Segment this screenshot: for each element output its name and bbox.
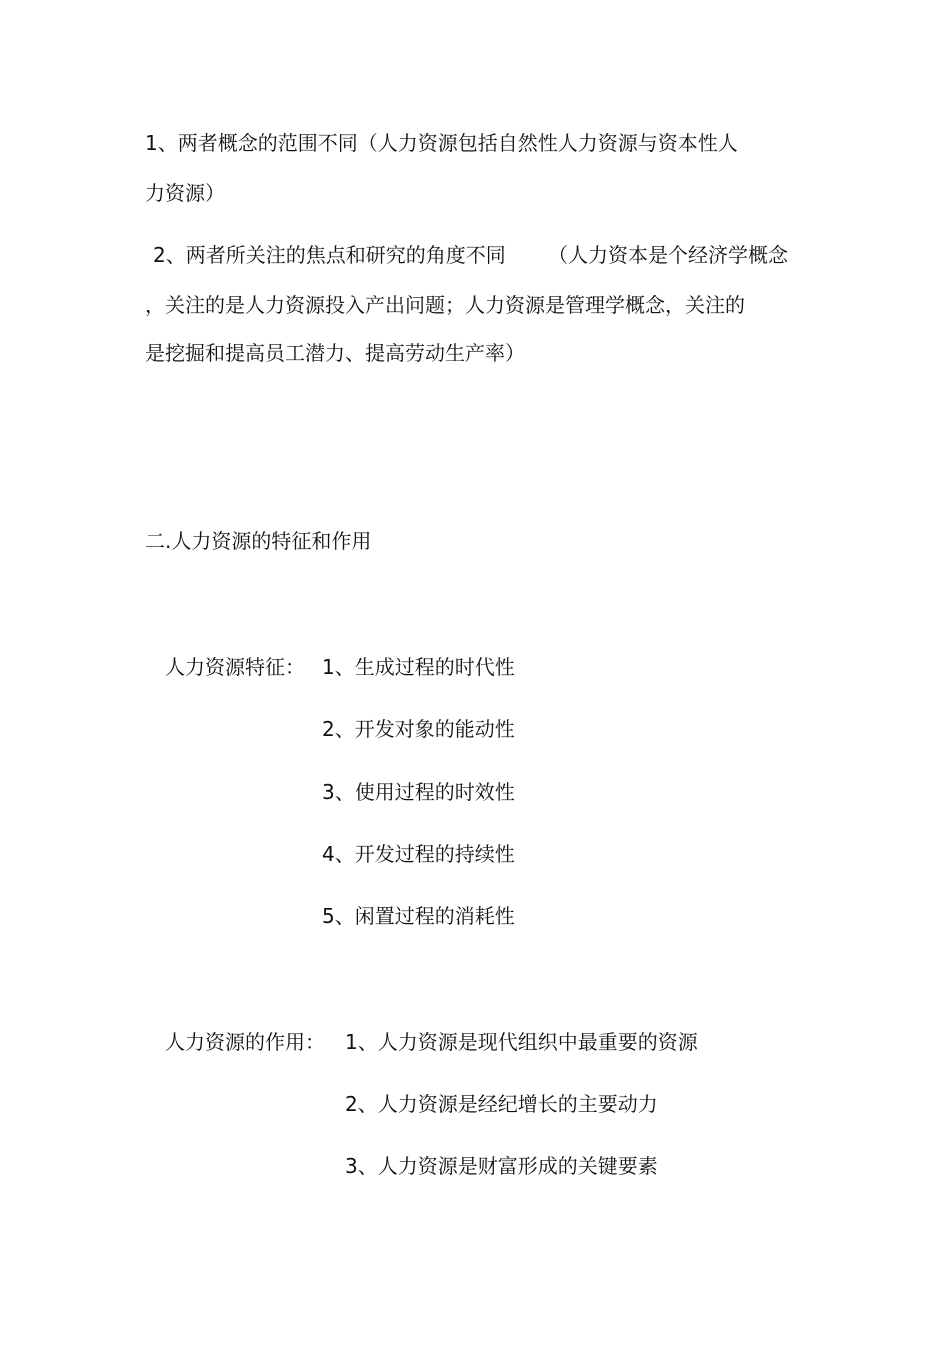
paragraph-item2-line1-b: （人力资本是个经济学概念 bbox=[548, 243, 788, 267]
section-heading: 二.人力资源的特征和作用 bbox=[145, 529, 372, 553]
role-item: 2、人力资源是经纪增长的主要动力 bbox=[345, 1092, 658, 1116]
feature-item: 1、生成过程的时代性 bbox=[322, 655, 515, 679]
paragraph-item2-line3: 是挖掘和提高员工潜力、提高劳动生产率） bbox=[145, 341, 525, 365]
features-label: 人力资源特征： bbox=[165, 655, 305, 679]
paragraph-item2-line2: ，关注的是人力资源投入产出问题；人力资源是管理学概念，关注的 bbox=[145, 293, 745, 317]
paragraph-item1-line1: 1、两者概念的范围不同（人力资源包括自然性人力资源与资本性人 bbox=[145, 131, 738, 155]
paragraph-item1-line2: 力资源） bbox=[145, 181, 225, 205]
feature-item: 3、使用过程的时效性 bbox=[322, 780, 515, 804]
paragraph-item2-line1-a: 2、两者所关注的焦点和研究的角度不同 bbox=[153, 243, 506, 267]
role-item: 1、人力资源是现代组织中最重要的资源 bbox=[345, 1030, 698, 1054]
role-item: 3、人力资源是财富形成的关键要素 bbox=[345, 1154, 658, 1178]
feature-item: 4、开发过程的持续性 bbox=[322, 842, 515, 866]
roles-label: 人力资源的作用： bbox=[165, 1030, 325, 1054]
feature-item: 5、闲置过程的消耗性 bbox=[322, 904, 515, 928]
feature-item: 2、开发对象的能动性 bbox=[322, 717, 515, 741]
